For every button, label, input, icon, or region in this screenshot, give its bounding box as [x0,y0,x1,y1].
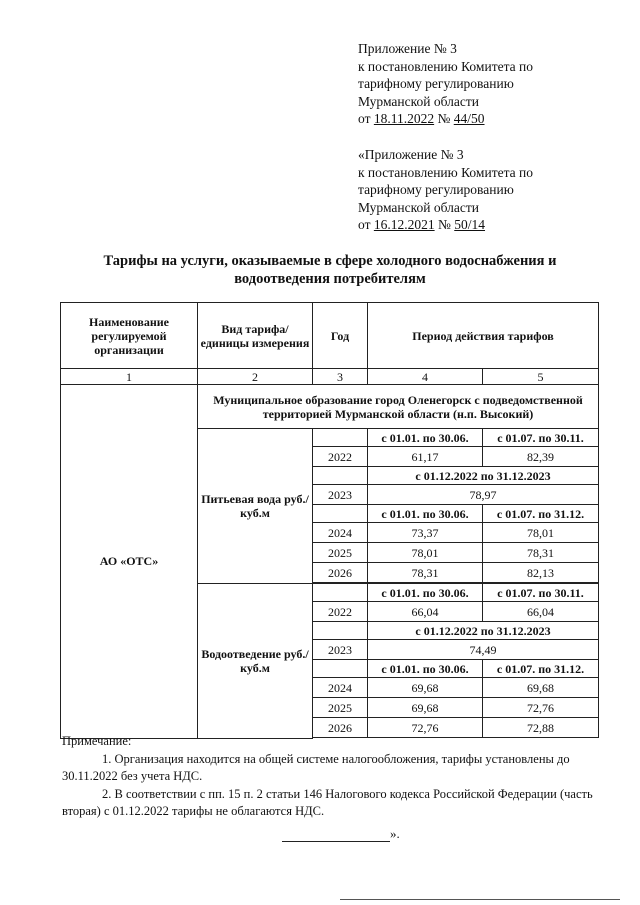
year-cell: 2023 [313,485,368,505]
date-prefix: от [358,217,371,232]
footnote-block [62,733,602,821]
column-number: 4 [368,369,483,385]
footnote-item: 2. В соответствии с пп. 15 п. 2 статьи 146 Налогового кодекса Российской Федерации (часть вторая) с 01.12.2022 тарифы не облагаются НДС. [62,786,593,818]
period-header: с 01.07. по 31.12. [483,505,599,523]
appendix-header-original [358,146,618,234]
footnote-heading: Примечание: [62,734,132,748]
resolution-number: 50/14 [454,217,486,232]
period-header: с 01.07. по 30.11. [483,429,599,447]
sewer-tariff-label: Водоотведение руб./куб.м [198,584,313,739]
header-period: Период действия тарифов [368,303,599,369]
resolution-date: 18.11.2022 [373,111,435,126]
tariff-value: 78,31 [368,563,483,583]
appendix-line: к постановлению Комитета по [358,58,533,74]
organization-cell: АО «ОТС» [61,385,198,739]
year-cell: 2025 [313,698,368,718]
closing-mark [282,826,400,842]
tariff-value: 61,17 [368,447,483,467]
tariff-value: 66,04 [483,602,599,622]
year-cell: 2026 [313,718,368,738]
tariff-value: 72,88 [483,718,599,738]
period-header: с 01.07. по 30.11. [483,584,599,602]
year-cell: 2025 [313,543,368,563]
closing-underline [282,830,390,842]
empty-year-cell [313,584,368,602]
period-header: с 01.12.2022 по 31.12.2023 [368,622,599,640]
footnote-item: 1. Организация находится на общей системе налогообложения, тарифы установлены до 30.11.2022 без учета НДС. [62,751,570,783]
municipality-cell: Муниципальное образование город Оленегорск с подведомственной территорией Мурманской области (н.п. Высокий) [198,385,599,429]
tariff-value: 82,39 [483,447,599,467]
appendix-line: к постановлению Комитета по [358,164,533,180]
tariff-value: 78,01 [483,523,599,543]
header-year: Год [313,303,368,369]
number-prefix: № [437,111,451,126]
tariff-value: 69,68 [368,698,483,718]
header-organization: Наименование регулируемой организации [61,303,198,369]
empty-year-cell [313,505,368,523]
number-prefix: № [437,217,451,232]
column-number: 5 [483,369,599,385]
tariff-value: 69,68 [483,678,599,698]
header-tariff-kind: Вид тарифа/единицы измерения [198,303,313,369]
water-tariff-label: Питьевая вода руб./куб.м [198,429,313,584]
period-header: с 01.01. по 30.06. [368,584,483,602]
appendix-line: Приложение № 3 [358,41,457,56]
date-prefix: от [358,111,371,126]
tariff-value: 69,68 [368,678,483,698]
appendix-date-line [358,216,618,234]
bottom-divider [340,899,620,900]
resolution-number: 44/50 [453,111,485,126]
tariff-value: 78,31 [483,543,599,563]
tariff-value: 72,76 [483,698,599,718]
empty-year-cell [313,660,368,678]
year-cell: 2024 [313,678,368,698]
tariff-value: 72,76 [368,718,483,738]
appendix-line: Мурманской области [358,199,479,215]
document-title [60,252,600,288]
resolution-date: 16.12.2021 [373,217,435,232]
tariff-table [60,302,599,739]
empty-year-cell [313,467,368,485]
tariff-value: 78,01 [368,543,483,563]
year-cell: 2023 [313,640,368,660]
column-number: 3 [313,369,368,385]
appendix-line: тарифному регулированию [358,76,514,91]
appendix-line: Мурманской области [358,93,479,109]
tariff-value: 82,13 [483,563,599,583]
tariff-value: 73,37 [368,523,483,543]
appendix-line: тарифному регулированию [358,182,514,197]
period-header: с 01.01. по 30.06. [368,429,483,447]
column-number: 1 [61,369,198,385]
year-cell: 2022 [313,602,368,622]
year-cell: 2026 [313,563,368,583]
tariff-value: 78,97 [368,485,599,505]
appendix-line: «Приложение № 3 [358,147,464,162]
empty-year-cell [313,429,368,447]
closing-quote: ». [390,826,400,841]
period-header: с 01.01. по 30.06. [368,505,483,523]
year-cell: 2022 [313,447,368,467]
appendix-date-line [358,110,618,128]
appendix-header-current [358,40,618,128]
period-header: с 01.01. по 30.06. [368,660,483,678]
tariff-value: 66,04 [368,602,483,622]
period-header: с 01.12.2022 по 31.12.2023 [368,467,599,485]
title-line: Тарифы на услуги, оказываемые в сфере холодного водоснабжения и [103,253,557,269]
tariff-value: 74,49 [368,640,599,660]
period-header: с 01.07. по 31.12. [483,660,599,678]
year-cell: 2024 [313,523,368,543]
title-line: водоотведения потребителям [234,271,426,287]
empty-year-cell [313,622,368,640]
column-number: 2 [198,369,313,385]
